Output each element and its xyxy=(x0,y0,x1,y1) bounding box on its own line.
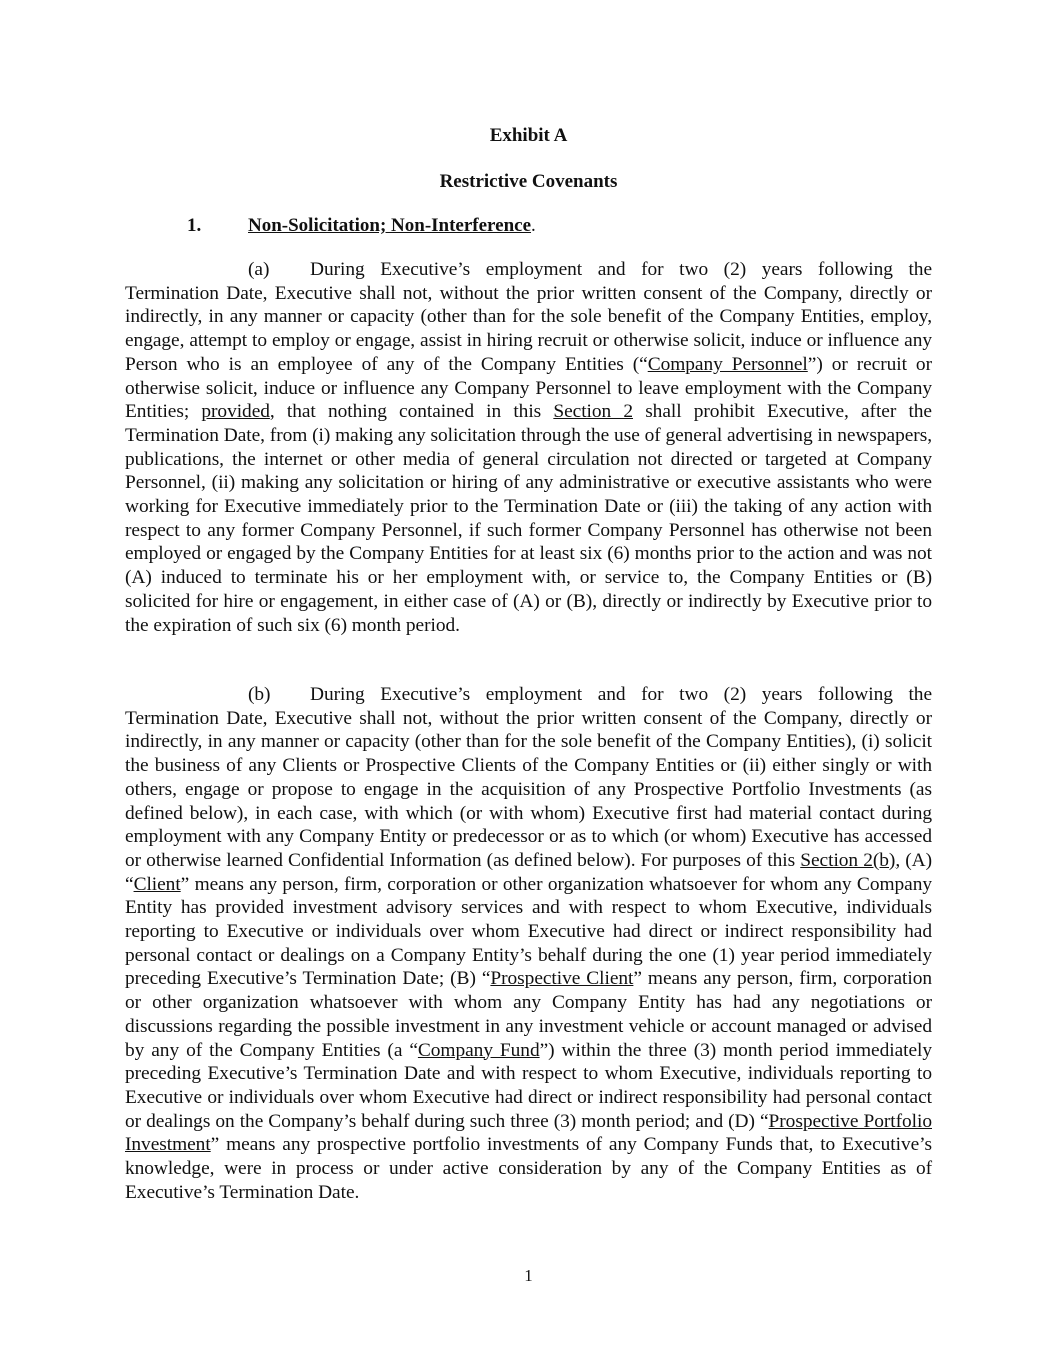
paragraph-b-text-6: ” means any prospective portfolio investments of any Company Funds that, to Executive’s knowledge, were in process or under active consideration by any of the Company Entities as of Executive’s Termination Date. xyxy=(125,1134,932,1203)
paragraph-b-text-2: , (A) “ xyxy=(125,849,932,895)
paragraph-b-text-4: ” means any person, firm, corporation or other organization whatsoever with whom any Company Entity has had any negotiations or discussions regarding the possible investment in any investment vehicle or account managed or advised by any of the Company Entities (a “ xyxy=(125,968,932,1061)
paragraph-a xyxy=(125,258,932,637)
defined-term-company-fund: Company Fund xyxy=(417,1039,540,1061)
paragraph-b xyxy=(125,683,932,1204)
paragraph-a-text-2: ”) or recruit or otherwise solicit, induce or influence any Company Personnel to leave employment with the Company Entities; xyxy=(125,353,932,423)
section-2-reference: Section 2 xyxy=(553,401,633,423)
paragraph-a-label: (a) xyxy=(248,259,270,280)
paragraph-a-text-4: shall prohibit Executive, after the Termination Date, from (i) making any solicitation through the use of general advertising in newspapers, publications, the internet or other media of general circulation not directed or targeted at Company Personnel, (ii) making any solicitation or hiring of any administrative or executive assistants who were working for Executive immediately prior to the Termination Date or (iii) the taking of any action with respect to any former Company Personnel, if such former Company Personnel has otherwise not been employed or engaged by the Company Entities for at least six (6) months prior to the action and was not (A) induced to terminate his or her employment with, or service to, the Company Entities or (B) solicited for hire or engagement, in either case of (A) or (B), directly or indirectly by Executive prior to the expiration of such six (6) month period. xyxy=(125,401,932,636)
section-2b-reference: Section 2(b) xyxy=(800,849,896,871)
exhibit-title: Exhibit A xyxy=(489,125,568,146)
defined-term-prospective-portfolio-investment: Prospective Portfolio Investment xyxy=(125,1110,932,1156)
section-title: Non-Solicitation; Non-Interference . xyxy=(248,214,536,238)
defined-term-client: Client xyxy=(133,873,181,895)
defined-term-company-personnel: Company Personnel xyxy=(647,353,808,375)
defined-term-provided: provided xyxy=(201,401,270,423)
paragraph-a-text-1: During Executive’s employment and for two (2) years following the Termination Date, Executive shall not, without the prior written consent of the Company, directly or indirectly, in any manner or capacity (other than for the sole benefit of the Company Entities, employ, engage, attempt to employ or engage, assist in hiring recruit or otherwise solicit, induce or influence any Person who is an employee of any of the Company Entities (“ xyxy=(125,259,932,375)
document-subtitle: Restrictive Covenants xyxy=(439,171,618,192)
paragraph-b-text-5: ”) within the three (3) month period immediately preceding Executive’s Termination Date and with respect to whom Executive, individuals reporting to Executive or individuals over whom Executive had direct or indirect responsibility had personal contact or dealings on the Company’s behalf during such three (3) month period; and (D) “ xyxy=(125,1039,932,1132)
page-number: 1 xyxy=(524,1266,533,1285)
paragraph-a-text-3: , that nothing contained in this xyxy=(269,401,554,423)
paragraph-b-text-3: ” means any person, firm, corporation or other organization whatsoever for whom any Company Entity has provided investment advisory services and with respect to whom Executive, individuals reporting to Executive or individuals over whom Executive had direct or indirect responsibility had personal contact or dealings on a Company Entity’s behalf during the one (1) year period immediately preceding Executive’s Termination Date; (B) “ xyxy=(125,873,932,990)
section-number: 1. xyxy=(187,215,202,236)
paragraph-b-text-1: During Executive’s employment and for two (2) years following the Termination Date, Executive shall not, without the prior written consent of the Company, directly or indirectly, in any manner or capacity (other than for the sole benefit of the Company Entities), (i) solicit the business of any Clients or Prospective Clients of the Company Entities or (ii) either singly or with others, engage or propose to engage in the acquisition of any Prospective Portfolio Investments (as defined below), in each case, with which (or with whom) Executive first had material contact during employment with any Company Entity or predecessor or as to which (or whom) Executive has accessed or otherwise learned Confidential Information (as defined below). For purposes of this xyxy=(125,684,932,871)
paragraph-b-label: (b) xyxy=(248,684,271,705)
defined-term-prospective-client: Prospective Client xyxy=(490,968,634,990)
